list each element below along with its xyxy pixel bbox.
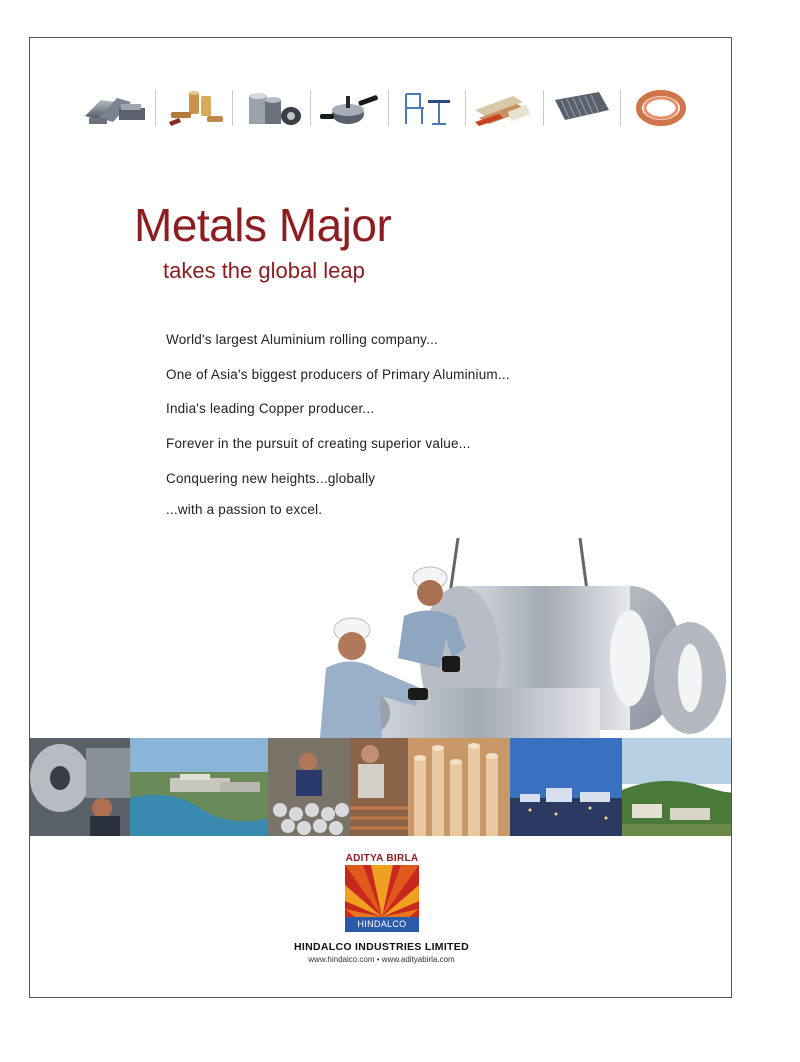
advertisement-frame — [29, 37, 732, 998]
aluminium-extrusions-icon — [78, 84, 155, 132]
patio-chairs-icon — [389, 84, 466, 132]
subheadline: takes the global leap — [163, 258, 365, 283]
copper-coil-icon — [621, 84, 698, 132]
foil-rolls-icon — [233, 84, 310, 132]
company-urls: www.hindalco.com • www.adityabirla.com — [308, 955, 455, 964]
tagline: Conquering new heights...globally — [166, 471, 376, 486]
copper-cathodes-photo — [350, 738, 408, 836]
brand-top-text: ADITYA BIRLA — [345, 853, 419, 864]
product-icon-strip — [78, 84, 698, 132]
pressure-cooker-icon — [311, 84, 388, 132]
tagline: World's largest Aluminium rolling company... — [166, 332, 438, 347]
copper-fittings-icon — [156, 84, 233, 132]
tagline: One of Asia's biggest producers of Primary Aluminium... — [166, 367, 510, 382]
operations-photo-strip — [30, 738, 732, 836]
radiator-icon — [544, 84, 621, 132]
refinery-night-photo — [510, 738, 622, 836]
rolling-mill-photo — [30, 738, 130, 836]
smelter-plant-photo — [130, 738, 268, 836]
headline: Metals Major — [134, 199, 392, 251]
brand-bottom-text: HINDALCO — [345, 917, 419, 932]
aluminium-billets-photo — [408, 738, 510, 836]
hero-workers-coils-image — [270, 538, 730, 738]
worker-ingots-photo — [268, 738, 350, 836]
aditya-birla-hindalco-logo — [343, 853, 421, 933]
rising-sun-logo-icon — [345, 865, 419, 917]
foil-packs-icon — [466, 84, 543, 132]
tagline: Forever in the pursuit of creating superior value... — [166, 436, 471, 451]
plant-landscape-photo — [622, 738, 732, 836]
tagline: ...with a passion to excel. — [166, 502, 323, 517]
tagline: India's leading Copper producer... — [166, 401, 375, 416]
company-name: HINDALCO INDUSTRIES LIMITED — [294, 941, 469, 953]
